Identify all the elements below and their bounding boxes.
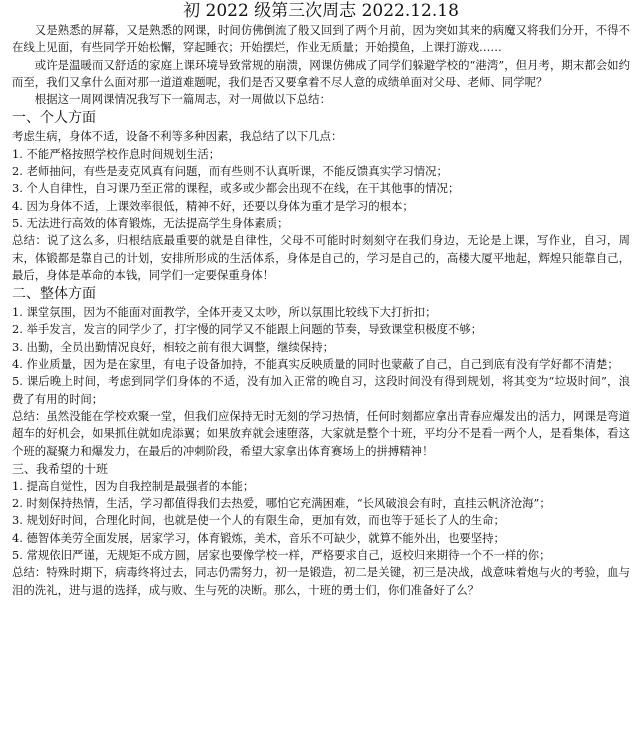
section-heading-personal: 一、个人方面 [12, 110, 96, 127]
list-item: 4. 因为身体不适，上课效率很低，精神不好，还要以身体为重才是学习的根本； [12, 198, 414, 213]
list-item: 3. 个人自律性，自习课乃至正常的课程，或多或少都会出现不在线，在干其他事的情况； [12, 181, 460, 196]
intro-paragraph-2: 或许是温暖而又舒适的家庭上课环境导致常规的崩溃，网课仿佛成了同学们躲避学校的“港湾”，但月考，期末都会如约而至，我们又拿什么面对那一道道难题呢，我们是否又要拿着不尽人意的成绩单面对父母、老师、同学呢？ [12, 57, 630, 89]
list-item: 1. 提高自觉性，因为自我控制是最强者的本能； [12, 478, 255, 493]
list-item: 4. 作业质量，因为是在家里，有电子设备加持，不能真实反映质量的同时也蒙蔽了自己，自己到底有没有学好都不清楚； [12, 357, 619, 372]
list-item: 3. 出勤，全员出勤情况良好，相较之前有很大调整，继续保持； [12, 339, 335, 354]
list-item: 4. 德智体美劳全面发展，居家学习，体育锻炼，美术，音乐不可缺少，就算不能外出，也要坚持； [12, 530, 505, 545]
section3-summary: 总结：特殊时期下，病毒终将过去，同志仍需努力，初一是锻造，初二是关键，初三是决战，战意味着炮与火的考验，血与泪的洗礼，进与退的选择，成与败、生与死的决断。那么，十班的勇士们，你们准备好了么？ [12, 565, 630, 597]
list-item: 3. 规划好时间，合理化时间，也就是使一个人的有限生命，更加有效，而也等于延长了人的生命； [12, 513, 505, 528]
list-item: 5. 课后晚上时间，考虑到同学们身体的不适，没有加入正常的晚自习，这段时间没有得到规划，将其变为“垃圾时间”，浪费了有用的时间； [12, 374, 630, 406]
list-item: 1. 不能严格按照学校作息时间规划生活； [12, 146, 221, 161]
list-item: 2. 举手发言，发言的同学少了，打字慢的同学又不能跟上问题的节奏，导致课堂积极度不够； [12, 322, 483, 337]
list-item: 1. 课堂氛围，因为不能面对面教学，全体开麦又太吵，所以氛围比较线下大打折扣； [12, 305, 437, 320]
section2-summary: 总结：虽然没能在学校欢聚一堂，但我们应保持无时无刻的学习热情，任何时刻都应拿出青春应爆发出的活力，网课是弯道超车的好机会，如果抓住就如虎添翼；如果放弃就会速堕落，大家就是整个十班，平均分不是看一两个人，是看集体，看这个班的凝聚力和爆发力，在最后的冲刺阶段，希望大家拿出体育赛场上的拼搏精神！ [12, 408, 630, 458]
section1-lead: 考虑生病，身体不适，设备不利等多种因素，我总结了以下几点： [12, 129, 343, 144]
section-heading-overall: 二、整体方面 [12, 286, 96, 303]
list-item: 2. 时刻保持热情，生活，学习都值得我们去热爱，哪怕它充满困难，“长风破浪会有时，直挂云帆济沧海”； [12, 496, 551, 511]
page-title: 初 2022 级第三次周志 2022.12.18 [183, 1, 459, 21]
list-item: 5. 常规依旧严谨，无规矩不成方圆，居家也要像学校一样，严格要求自己，返校归来期待一个不一样的你； [12, 548, 551, 563]
list-item: 5. 无法进行高效的体育锻炼，无法提高学生身体素质； [12, 215, 289, 230]
list-item: 2. 老师抽问，有些是麦克风真有问题，而有些则不认真听课，不能反馈真实学习情况； [12, 164, 448, 179]
intro-paragraph-3: 根据这一周网课情况我写下一篇周志，对一周做以下总结： [34, 92, 331, 107]
section-heading-hopes: 三、我希望的十班 [12, 461, 109, 476]
intro-paragraph-1: 又是熟悉的屏幕，又是熟悉的网课，时间仿佛倒流了般又回到了两个月前，因为突如其来的病魔又将我们分开，不得不在线上见面，有些同学开始松懈，穿起睡衣；开始摆烂，作业无质量；开始摸鱼，上课打游戏…… [12, 23, 630, 55]
section1-summary: 总结：说了这么多，归根结底最重要的就是自律性，父母不可能时时刻刻守在我们身边，无论是上课，写作业，自习，周末，体锻都是靠自己的计划，安排所形成的生活体系，身体是自己的，学习是自己的，高楼大厦平地起，辉煌只能靠自己，最后，身体是革命的本钱，同学们一定要保重身体！ [12, 233, 630, 282]
